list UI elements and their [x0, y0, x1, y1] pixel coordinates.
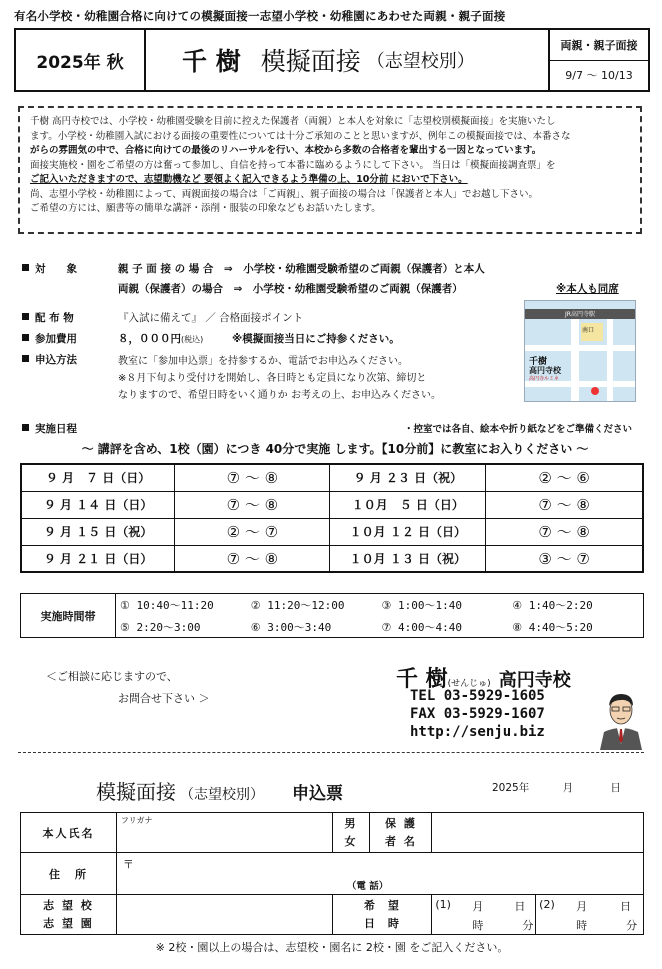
hope-label [332, 895, 432, 935]
timeslot: ⑧ 4:40～5:20 [512, 621, 593, 634]
intro-line: 尚、志望小学校・幼稚園によって、両親面接の場合は「ご両親」、親子面接の場合は「保護者と本人」でお越し下さい。 [30, 188, 539, 200]
location-map [524, 300, 636, 402]
school-label-line: 志 望 園 [43, 916, 94, 930]
option-month: 月 [472, 900, 484, 913]
apply-line1: 教室に「参加申込票」を持参するか、電話でお申込みください。 [118, 356, 408, 367]
furigana-label: フリガナ [120, 816, 153, 825]
map-marker-icon [591, 387, 599, 395]
address-field[interactable] [116, 853, 643, 895]
schedule-date: ９ 月 １４ 日（日） [21, 491, 175, 518]
fee-label: 参加費用 [22, 331, 77, 346]
schedule-date: １０月 １２ 日（日） [330, 518, 486, 545]
option-number: (1) [435, 898, 451, 911]
option-minute: 分 [522, 919, 534, 932]
title-sub: （志望校別） [366, 51, 475, 72]
table-row [21, 518, 643, 545]
timeslot: ⑤ 2:20～3:00 [120, 621, 201, 634]
form-date [492, 780, 621, 795]
target-line1: 親 子 面 接 の 場 合 ⇒ 小学校・幼稚園受験希望のご両親（保護者）と本人 [118, 263, 485, 275]
postal-mark: 〒 [122, 858, 134, 871]
option-day: 日 [514, 900, 526, 913]
guardian-field[interactable] [432, 813, 644, 853]
timeslot: ④ 1:40～2:20 [512, 599, 593, 612]
schedule-date: ９ 月 ２３ 日（祝） [330, 464, 486, 491]
timeslot-label: 実施時間帯 [21, 594, 116, 637]
apply-label: 申込方法 [22, 352, 77, 367]
hope-option-2[interactable] [536, 895, 644, 935]
hope-label-line: 日 時 [363, 916, 400, 930]
contact-invite-line: ＜ご相談に応じますので、 [46, 670, 178, 683]
handout-value: 『入試に備えて』 ／ 合格面接ポイント [118, 312, 304, 324]
table-row [21, 545, 643, 572]
title-box [14, 28, 650, 92]
form-title-form: 申込票 [292, 784, 343, 804]
brand-name: 千 樹 [182, 47, 241, 76]
website-link[interactable]: http://senju.biz [410, 724, 545, 740]
table-row [21, 491, 643, 518]
map-building-label: 高円寺ルミネ [529, 376, 560, 382]
name-label: 本人氏名 [21, 813, 117, 853]
form-year: 2025年 [492, 782, 530, 794]
season-label: 2025年 秋 [16, 30, 146, 90]
map-station-label: JR高円寺駅 [565, 311, 595, 318]
timeslot-grid [116, 594, 643, 637]
school-label-line: 志 望 校 [43, 898, 94, 912]
option-day: 日 [620, 900, 632, 913]
title-main: 模擬面接 [260, 47, 361, 76]
schedule-label: 実施日程 [22, 421, 77, 436]
handout-label: 配 布 物 [22, 310, 74, 325]
target-label: 対 象 [22, 261, 77, 276]
schedule-slots: ⑦ ～ ⑧ [175, 545, 330, 572]
table-row [21, 464, 643, 491]
fee-value: ８，０００円(税込) [118, 333, 204, 345]
intro-box [18, 106, 642, 234]
schedule-slots: ③ ～ ⑦ [486, 545, 643, 572]
intro-line: 千樹 高円寺校では、小学校・幼稚園受験を目前に控えた保護者（両親）と本人を対象に「志望校別模擬面接」を実施いたし [30, 116, 556, 127]
form-footnote: ※ 2校・園以上の場合は、志望校・園名に 2校・園 をご記入ください。 [155, 941, 509, 954]
teacher-illustration-icon [598, 688, 644, 750]
intro-line: ます。小学校・幼稚園入試における面接の重要性については十分ご承知のことと思いますが、例年この模擬面接では、本番さな [30, 130, 571, 142]
map-school-name: 千樹 [529, 357, 548, 367]
sex-field[interactable] [332, 813, 370, 853]
target-line2: 両親（保護者）の場合 ⇒ 小学校・幼稚園受験希望のご両親（保護者） [118, 283, 463, 295]
contact-invite-line: お問合せ下さい ＞ [118, 692, 210, 705]
option-number: (2) [539, 898, 555, 911]
contact-invite [46, 666, 210, 710]
schedule-date: ９ 月 １５ 日（祝） [21, 518, 175, 545]
schedule-slots: ⑦ ～ ⑧ [486, 491, 643, 518]
header-tagline: 有名小学校・幼稚園合格に向けての模擬面接一志望小学校・幼稚園にあわせた両親・親子面接 [14, 9, 506, 23]
map-school-branch: 高円寺校 [529, 366, 561, 375]
timeslot: ⑥ 3:00～3:40 [250, 621, 332, 634]
target-note: ※本人も同席 [556, 283, 619, 295]
cut-line [18, 752, 644, 753]
sex-female[interactable]: 女 [344, 834, 358, 848]
form-month: 月 [562, 782, 574, 794]
timeslot: ⑦ 4:00～4:40 [381, 621, 462, 634]
apply-line2: ※８月下旬より受付けを開始し、各日時とも定員になり次第、締切と [118, 373, 427, 384]
schedule-slots: ② ～ ⑥ [486, 464, 643, 491]
fee-note: ※模擬面接当日にご持参ください。 [232, 333, 400, 345]
table-row [21, 853, 644, 895]
form-day: 日 [610, 782, 621, 794]
schedule-headline: ～ 講評を含め、1校（園）につき 40分で実施 します。【10分前】に教室にお入りください ～ [81, 442, 589, 456]
timeslot: ③ 1:00～1:40 [381, 599, 462, 612]
schedule-date: ９ 月 ７ 日（日） [21, 464, 175, 491]
schedule-date: ９ 月 ２１ 日（日） [21, 545, 175, 572]
period: 9/7 ～ 10/13 [565, 69, 633, 83]
guardian-label [370, 813, 432, 853]
guardian-label-line: 者 名 [384, 834, 417, 848]
school-label [21, 895, 117, 935]
target-type: 両親・親子面接 [550, 30, 648, 61]
title-meta [550, 30, 648, 90]
schedule-note: ・控室では各自、絵本や折り紙などをご準備ください [404, 424, 633, 435]
schedule-date: １０月 １３ 日（祝） [330, 545, 486, 572]
option-month: 月 [576, 900, 588, 913]
intro-line: ご希望の方には、願書等の簡単な講評・添削・服装の印象などもお話いたします。 [30, 203, 381, 214]
apply-line3: なりますので、希望日時をいく通りか お考えの上、お申込みください。 [118, 390, 441, 401]
fax-number: FAX 03-5929-1607 [410, 706, 545, 722]
application-form [20, 812, 644, 935]
intro-line: がらの雰囲気の中で、合格に向けての最後のリハーサルを行い、本校から多数の合格者を輩出する一因となっています。 [30, 145, 542, 156]
form-title [96, 776, 343, 805]
timeslot-box [20, 593, 644, 638]
intro-line: 面接実施校・園をご希望の方は奮って参加し、自信を持って本番に臨めるようにして下さい。 当日は「模擬面接調査票」を [30, 159, 556, 171]
brand-name: 千 樹 [396, 667, 448, 692]
name-field[interactable] [116, 813, 332, 853]
schedule-slots: ⑦ ～ ⑧ [175, 491, 330, 518]
branch-name: 高円寺校 [498, 670, 571, 691]
hope-label-line: 希 望 [363, 898, 400, 912]
school-field[interactable] [116, 895, 332, 935]
phone-label: （電 話） [346, 881, 389, 892]
hope-option-1[interactable] [432, 895, 536, 935]
address-label: 住 所 [21, 853, 117, 895]
timeslot: ② 11:20～12:00 [250, 599, 345, 612]
schedule-table [20, 463, 644, 573]
guardian-label-line: 保 護 [384, 816, 417, 830]
form-title-main: 模擬面接 [96, 780, 176, 804]
option-minute: 分 [626, 919, 638, 932]
table-row [21, 813, 644, 853]
phone-number: TEL 03-5929-1605 [410, 688, 545, 704]
schedule-slots: ⑦ ～ ⑧ [175, 464, 330, 491]
schedule-date: １０月 ５ 日（日） [330, 491, 486, 518]
contact-info [410, 687, 545, 741]
table-row [21, 895, 644, 935]
sex-male[interactable]: 男 [344, 816, 358, 830]
brand-ruby: (せんじゅ) [447, 679, 491, 689]
schedule-slots: ⑦ ～ ⑧ [486, 518, 643, 545]
main-title [146, 30, 550, 90]
intro-line: ご記入いただきますので、志望動機など 要領よく記入できるよう準備の上、10分前 においで下さい。 [30, 174, 468, 185]
map-exit-label: 南口 [582, 327, 595, 334]
schedule-slots: ② ～ ⑦ [175, 518, 330, 545]
option-hour: 時 [472, 919, 484, 932]
form-title-sub: （志望校別） [180, 787, 264, 803]
timeslot: ① 10:40～11:20 [120, 599, 214, 612]
option-hour: 時 [576, 919, 588, 932]
